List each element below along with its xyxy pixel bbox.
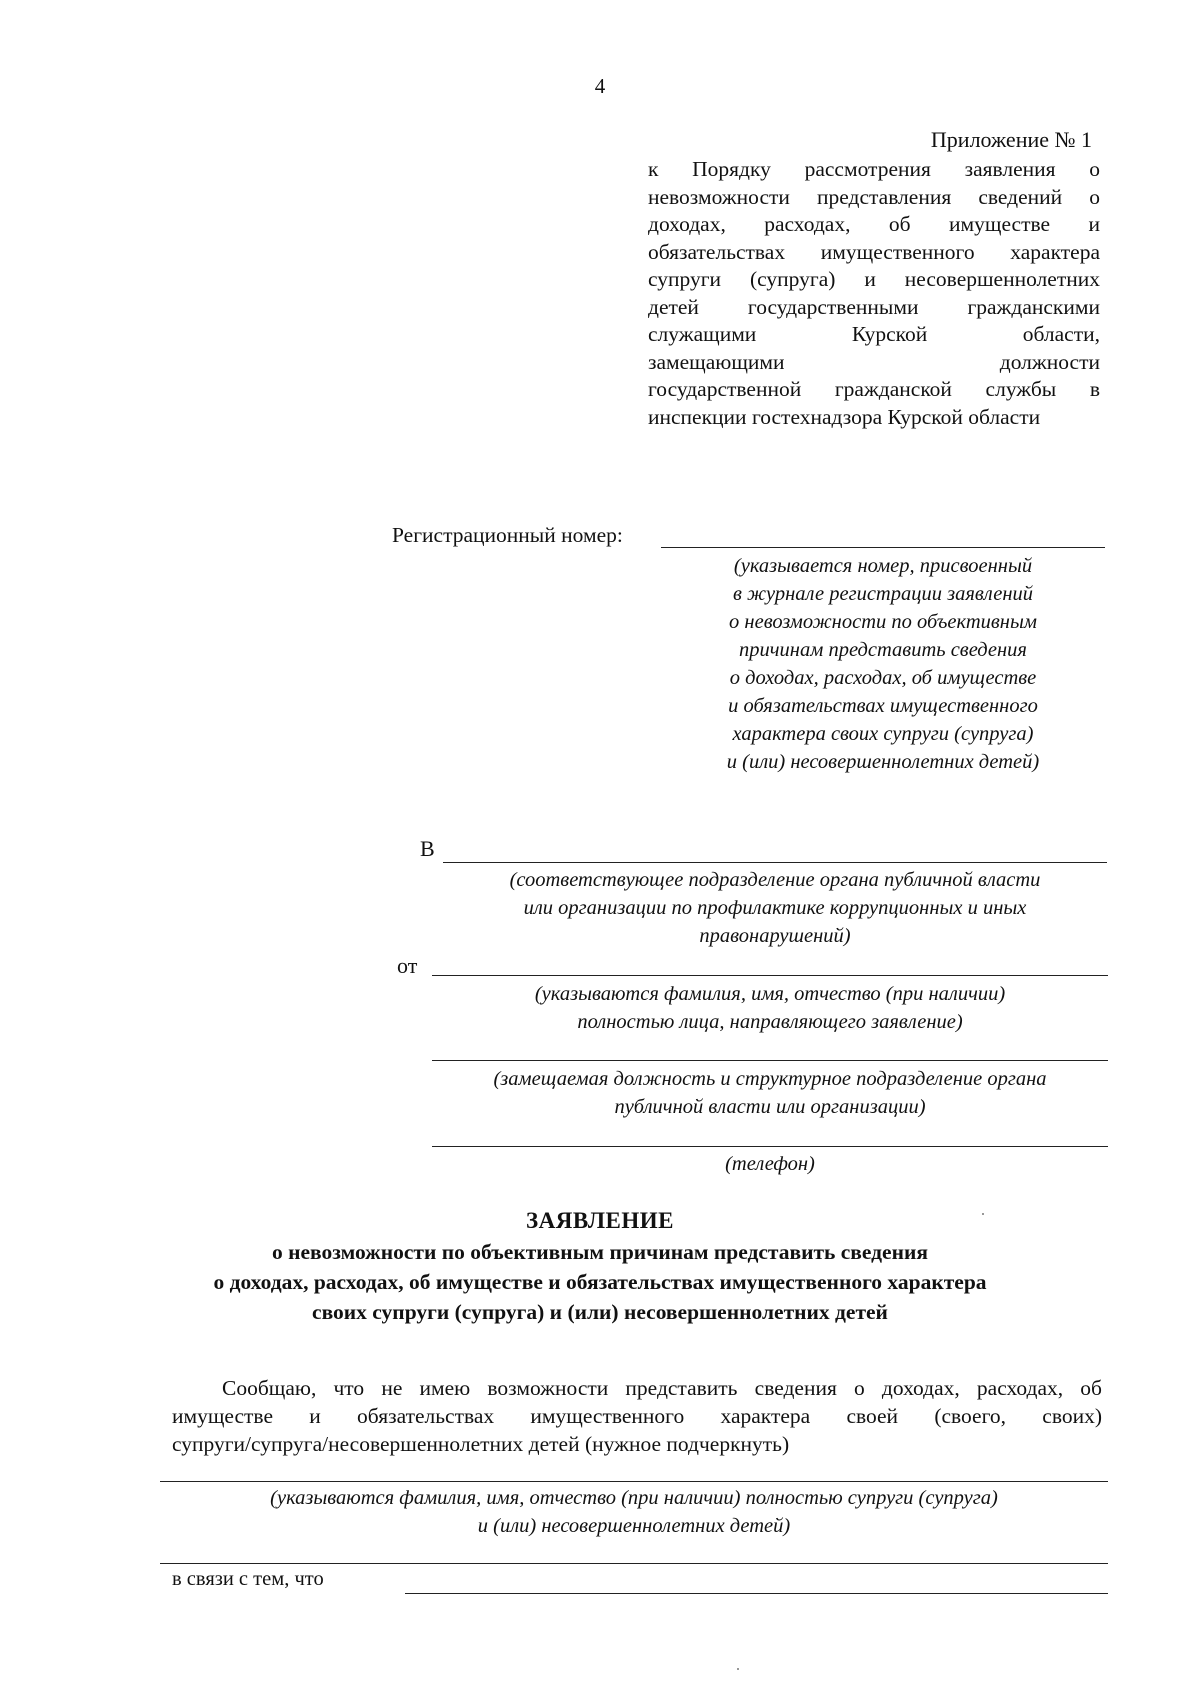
statement-title: ЗАЯВЛЕНИЕ xyxy=(526,1208,674,1233)
appendix-line: обязательствах имущественного характера xyxy=(648,239,1100,264)
note-line: в журнале регистрации заявлений xyxy=(732,583,1034,605)
reason-label: в связи с тем, что xyxy=(172,1568,324,1590)
note-line: (указываются фамилия, имя, отчество (при наличии) xyxy=(534,983,1006,1005)
note-line: правонарушений) xyxy=(699,925,851,947)
note-line: о невозможности по объективным xyxy=(729,611,1037,633)
appendix-line: инспекции гостехнадзора Курской области xyxy=(648,404,1041,429)
statement-body xyxy=(172,1374,1102,1458)
subtitle-line: о доходах, расходах, об имуществе и обязательствах имущественного характера xyxy=(213,1270,987,1294)
appendix-line: доходах, расходах, об имуществе и xyxy=(648,212,1100,236)
phone-field[interactable] xyxy=(432,1146,1108,1147)
registration-number-field[interactable] xyxy=(661,547,1105,548)
note-line: (указывается номер, присвоенный xyxy=(733,555,1033,577)
note-line: характера своих супруги (супруга) xyxy=(732,723,1034,745)
persons-field-continuation[interactable] xyxy=(160,1563,1108,1564)
registration-number-note xyxy=(661,552,1105,776)
to-note xyxy=(443,866,1107,950)
note-line: и (или) несовершеннолетних детей) xyxy=(477,1515,791,1537)
subtitle-line: о невозможности по объективным причинам представить сведения xyxy=(271,1240,928,1264)
note-line: публичной власти или организации) xyxy=(614,1096,926,1118)
scan-speck xyxy=(982,1213,984,1215)
position-note xyxy=(432,1065,1108,1121)
from-note xyxy=(432,980,1108,1036)
position-field[interactable] xyxy=(432,1060,1108,1061)
appendix-line: к Порядку рассмотрения заявления о xyxy=(648,157,1100,181)
from-field[interactable] xyxy=(432,975,1108,976)
note-line: и обязательствах имущественного xyxy=(728,695,1038,717)
appendix-line: невозможности представления сведений о xyxy=(648,184,1100,209)
persons-note xyxy=(160,1484,1108,1540)
subtitle-line: своих супруги (супруга) и (или) несовершеннолетних детей xyxy=(312,1300,888,1324)
statement-subtitle xyxy=(0,1237,1200,1327)
note-line: (указываются фамилия, имя, отчество (при наличии) полностью супруги (супруга) xyxy=(270,1487,998,1509)
appendix-line: супруги (супруга) и несовершеннолетних xyxy=(648,267,1100,291)
phone-note: (телефон) xyxy=(725,1153,815,1175)
note-line: (соответствующее подразделение органа публичной власти xyxy=(509,869,1041,891)
note-line: полностью лица, направляющего заявление) xyxy=(577,1011,963,1033)
from-label: от xyxy=(397,953,418,978)
appendix-line: служащими Курской области, xyxy=(648,322,1100,346)
body-line: имуществе и обязательствах имущественного характера своей (своего, своих) xyxy=(172,1404,1102,1428)
appendix-line: детей государственными гражданскими xyxy=(648,294,1100,319)
appendix-title: Приложение № 1 xyxy=(930,127,1092,152)
appendix-reference xyxy=(648,156,1100,431)
scan-speck xyxy=(737,1668,739,1670)
note-line: или организации по профилактике коррупционных и иных xyxy=(523,897,1027,919)
note-line: о доходах, расходах, об имуществе xyxy=(729,667,1037,689)
persons-field[interactable] xyxy=(160,1481,1108,1482)
body-line: супруги/супруга/несовершеннолетних детей (нужное подчеркнуть) xyxy=(172,1432,790,1456)
note-line: и (или) несовершеннолетних детей) xyxy=(726,751,1040,773)
reason-field[interactable] xyxy=(405,1593,1108,1594)
body-line: Сообщаю, что не имею возможности представить сведения о доходах, расходах, об xyxy=(222,1376,1102,1400)
appendix-line: государственной гражданской службы в xyxy=(648,377,1100,401)
registration-number-label: Регистрационный номер: xyxy=(392,523,623,547)
to-label: В xyxy=(420,836,435,861)
appendix-line: замещающими должности xyxy=(648,349,1100,374)
page-number: 4 xyxy=(594,74,606,98)
note-line: (замещаемая должность и структурное подразделение органа xyxy=(493,1068,1047,1090)
note-line: причинам представить сведения xyxy=(739,639,1027,661)
to-field[interactable] xyxy=(443,862,1107,863)
